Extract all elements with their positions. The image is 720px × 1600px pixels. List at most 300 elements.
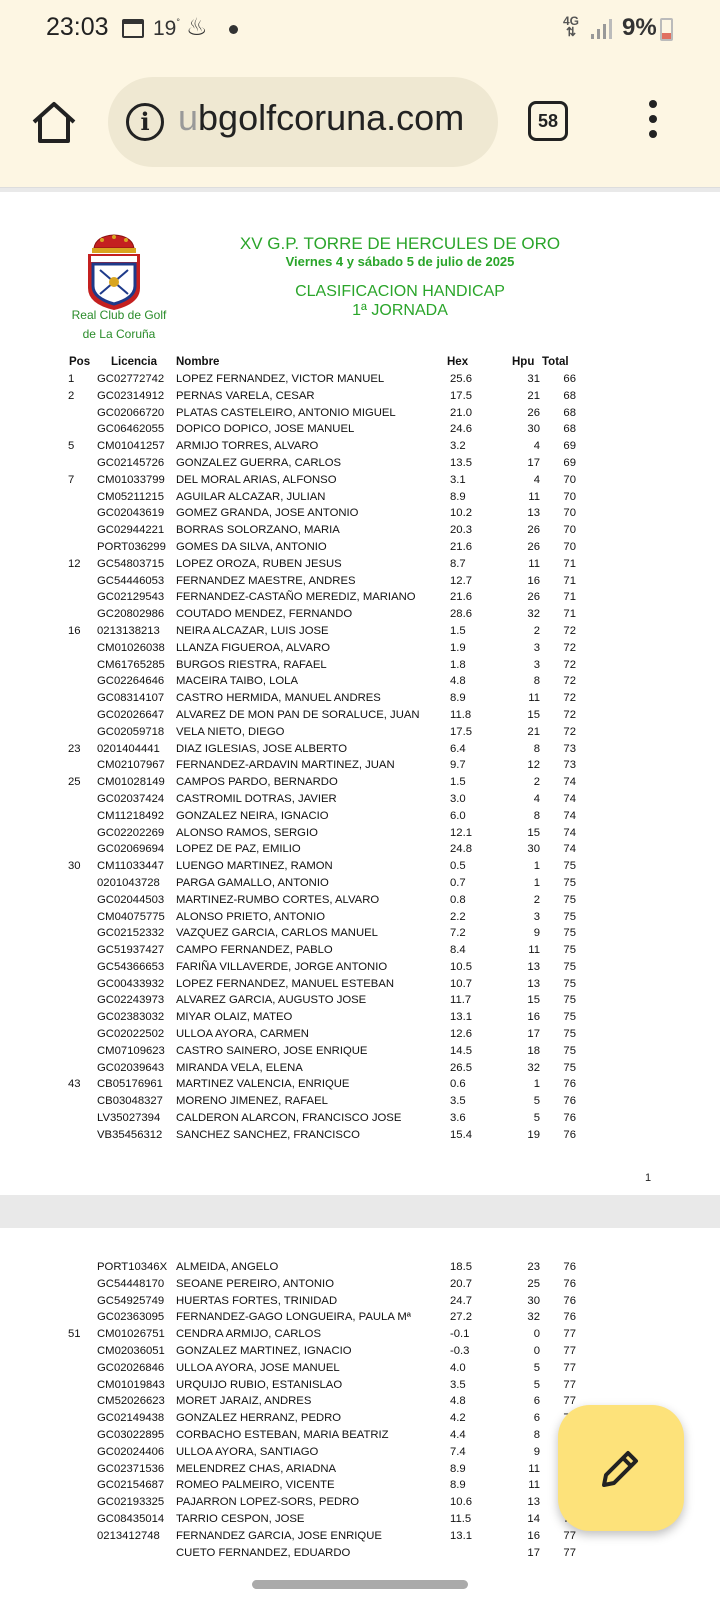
- hex-cell: 8.9: [450, 490, 466, 503]
- hex-cell: 18.5: [450, 1261, 472, 1273]
- hex-cell: 8.9: [450, 1479, 466, 1492]
- licencia-cell: CB05176961: [97, 1078, 163, 1091]
- hpu-cell: 26: [527, 406, 540, 419]
- hpu-cell: 13: [527, 1496, 540, 1509]
- table-row: [0, 1061, 720, 1078]
- nombre-cell: DIAZ IGLESIAS, JOSE ALBERTO: [176, 742, 347, 755]
- hpu-cell: 25: [527, 1277, 540, 1290]
- hex-cell: 4.4: [450, 1428, 466, 1441]
- licencia-cell: GC02152332: [97, 927, 165, 940]
- hex-cell: 2.2: [450, 910, 466, 923]
- browser-toolbar: [0, 60, 720, 188]
- hex-cell: 10.7: [450, 977, 472, 990]
- hex-cell: 7.4: [450, 1445, 466, 1458]
- classification-title: CLASIFICACION HANDICAP: [295, 283, 505, 300]
- home-gesture-handle[interactable]: [252, 1580, 468, 1589]
- licencia-cell: GC06462055: [97, 423, 165, 436]
- table-row: [0, 674, 720, 691]
- licencia-cell: CM01033799: [97, 473, 165, 486]
- total-cell: 68: [563, 423, 576, 436]
- round-title: 1ª JORNADA: [352, 302, 448, 319]
- table-row: [0, 406, 720, 423]
- table-row: [0, 1344, 720, 1361]
- hex-cell: 3.5: [450, 1095, 466, 1108]
- nombre-cell: CENDRA ARMIJO, CARLOS: [176, 1328, 322, 1341]
- notification-dot-icon: [229, 25, 238, 34]
- hpu-cell: 17: [527, 1028, 540, 1041]
- total-cell: 72: [563, 641, 576, 654]
- total-cell: 71: [563, 557, 576, 570]
- total-cell: 76: [563, 1095, 576, 1108]
- nombre-cell: SEOANE PEREIRO, ANTONIO: [176, 1277, 334, 1290]
- club-crest-logo: [82, 232, 146, 312]
- hex-cell: 21.6: [450, 591, 472, 604]
- table-row: [0, 1111, 720, 1128]
- total-cell: 77: [563, 1328, 576, 1341]
- licencia-cell: GC02022502: [97, 1028, 165, 1041]
- hpu-cell: 4: [533, 792, 540, 805]
- hpu-cell: 21: [527, 725, 540, 738]
- table-row: [0, 658, 720, 675]
- hpu-cell: 3: [533, 658, 540, 671]
- licencia-cell: GC20802986: [97, 608, 165, 621]
- hpu-cell: 6: [533, 1412, 540, 1425]
- table-row: [0, 1260, 720, 1277]
- battery-icon: [660, 18, 673, 41]
- nombre-cell: CASTROMIL DOTRAS, JAVIER: [176, 792, 337, 805]
- nombre-cell: MACEIRA TAIBO, LOLA: [176, 675, 299, 688]
- hex-cell: 4.0: [450, 1361, 466, 1374]
- nombre-cell: GONZALEZ NEIRA, IGNACIO: [176, 809, 329, 822]
- hpu-cell: 11: [528, 1462, 540, 1475]
- hpu-cell: 16: [527, 574, 540, 587]
- signal-icon: [590, 18, 612, 40]
- table-row: [0, 1327, 720, 1344]
- hpu-cell: 11: [528, 1479, 540, 1492]
- table-row: [0, 993, 720, 1010]
- table-row: [0, 926, 720, 943]
- total-cell: 74: [563, 843, 576, 856]
- licencia-cell: CM11033447: [97, 860, 164, 873]
- nombre-cell: GONZALEZ HERRANZ, PEDRO: [176, 1412, 342, 1425]
- hpu-cell: 23: [527, 1261, 540, 1273]
- nombre-cell: TARRIO CESPON, JOSE: [176, 1512, 305, 1525]
- total-cell: 72: [563, 692, 576, 705]
- hpu-cell: 1: [533, 1078, 540, 1091]
- nombre-cell: FERNANDEZ-ARDAVIN MARTINEZ, JUAN: [176, 759, 395, 772]
- hpu-cell: 3: [533, 910, 540, 923]
- nombre-cell: GONZALEZ GUERRA, CARLOS: [176, 456, 342, 469]
- total-cell: 71: [563, 591, 576, 604]
- nombre-cell: CALDERON ALARCON, FRANCISCO JOSE: [176, 1112, 402, 1125]
- total-cell: 70: [563, 473, 576, 486]
- edit-button[interactable]: [558, 1405, 684, 1531]
- hex-cell: -0.3: [450, 1344, 470, 1357]
- temperature: 19°: [153, 17, 180, 40]
- nombre-cell: CAMPO FERNANDEZ, PABLO: [176, 944, 333, 957]
- total-cell: 75: [563, 893, 576, 906]
- hex-cell: 6.4: [450, 742, 466, 755]
- hex-cell: 6.0: [450, 809, 466, 822]
- table-row: [0, 977, 720, 994]
- hex-cell: 0.7: [450, 876, 466, 889]
- licencia-cell: GC08435014: [97, 1512, 165, 1525]
- table-row: [0, 792, 720, 809]
- hpu-cell: 5: [533, 1361, 540, 1374]
- licencia-cell: CB03048327: [97, 1095, 163, 1108]
- nombre-cell: CASTRO SAINERO, JOSE ENRIQUE: [176, 1044, 368, 1057]
- licencia-cell: PORT10346X: [97, 1261, 168, 1273]
- hpu-cell: 5: [533, 1112, 540, 1125]
- nombre-cell: ARMIJO TORRES, ALVARO: [176, 440, 319, 453]
- total-cell: 73: [563, 742, 576, 755]
- hpu-cell: 30: [527, 423, 540, 436]
- table-row: [0, 842, 720, 859]
- licencia-cell: GC02024406: [97, 1445, 165, 1458]
- total-cell: 74: [563, 776, 576, 789]
- hpu-cell: 0: [533, 1328, 540, 1341]
- hpu-cell: 2: [533, 776, 540, 789]
- licencia-cell: GC51937427: [97, 944, 165, 957]
- nombre-cell: PAJARRON LOPEZ-SORS, PEDRO: [176, 1496, 360, 1509]
- nombre-cell: MARTINEZ VALENCIA, ENRIQUE: [176, 1078, 350, 1091]
- hpu-cell: 13: [527, 507, 540, 520]
- nombre-cell: FERNANDEZ-CASTAÑO MEREDIZ, MARIANO: [176, 591, 416, 604]
- hex-cell: 0.5: [450, 860, 466, 873]
- hex-cell: 0.8: [450, 893, 466, 906]
- table-row: [0, 1529, 720, 1546]
- licencia-cell: CM01041257: [97, 440, 165, 453]
- total-cell: 68: [563, 406, 576, 419]
- total-cell: 76: [563, 1078, 576, 1091]
- nombre-cell: URQUIJO RUBIO, ESTANISLAO: [176, 1378, 343, 1391]
- table-row: [0, 1044, 720, 1061]
- total-cell: 73: [563, 759, 576, 772]
- hex-cell: 12.1: [450, 826, 472, 839]
- hex-cell: 0.6: [450, 1078, 466, 1091]
- nombre-cell: FERNANDEZ-GAGO LONGUEIRA, PAULA Mª: [176, 1311, 411, 1324]
- hpu-cell: 12: [527, 759, 540, 772]
- hex-cell: 13.5: [450, 456, 472, 469]
- hpu-cell: 8: [533, 742, 540, 755]
- hpu-cell: 13: [527, 960, 540, 973]
- table-row: [0, 691, 720, 708]
- nombre-cell: MIRANDA VELA, ELENA: [176, 1061, 303, 1074]
- nombre-cell: DOPICO DOPICO, JOSE MANUEL: [176, 423, 355, 436]
- pos-cell: 43: [68, 1078, 81, 1091]
- hpu-cell: 6: [533, 1395, 540, 1408]
- hex-cell: 25.6: [450, 373, 472, 385]
- nombre-cell: GONZALEZ MARTINEZ, IGNACIO: [176, 1344, 352, 1357]
- licencia-cell: GC02059718: [97, 725, 165, 738]
- hpu-cell: 8: [533, 1428, 540, 1441]
- total-cell: 72: [563, 675, 576, 688]
- table-row: [0, 389, 720, 406]
- hpu-cell: 19: [527, 1128, 540, 1141]
- status-bar: [0, 0, 720, 60]
- table-row: [0, 1027, 720, 1044]
- hpu-cell: 11: [528, 490, 540, 503]
- hex-cell: 8.9: [450, 1462, 466, 1475]
- licencia-cell: 0201043728: [97, 876, 160, 889]
- licencia-cell: LV35027394: [97, 1112, 161, 1125]
- licencia-cell: PORT036299: [97, 540, 166, 553]
- nombre-cell: FARIÑA VILLAVERDE, JORGE ANTONIO: [176, 960, 388, 973]
- hex-cell: 13.1: [450, 1529, 472, 1542]
- header-hpu: Hpu: [512, 356, 535, 368]
- battery-level: 9%: [622, 14, 657, 41]
- header-licencia: Licencia: [111, 356, 158, 368]
- hex-cell: 17.5: [450, 725, 472, 738]
- table-row: [0, 758, 720, 775]
- nombre-cell: ALVAREZ DE MON PAN DE SORALUCE, JUAN: [176, 708, 420, 721]
- pos-cell: 30: [68, 860, 81, 873]
- gesture-nav-bar: [0, 1568, 720, 1600]
- hpu-cell: 3: [533, 641, 540, 654]
- hpu-cell: 26: [527, 524, 540, 537]
- more-vert-icon[interactable]: [645, 100, 661, 144]
- total-cell: 74: [563, 809, 576, 822]
- total-cell: 77: [563, 1344, 576, 1357]
- table-row: [0, 742, 720, 759]
- hpu-cell: 8: [533, 809, 540, 822]
- nombre-cell: FERNANDEZ MAESTRE, ANDRES: [176, 574, 356, 587]
- nombre-cell: ALMEIDA, ANGELO: [176, 1261, 279, 1273]
- nombre-cell: BORRAS SOLORZANO, MARIA: [176, 524, 340, 537]
- licencia-cell: GC02066720: [97, 406, 165, 419]
- hex-cell: 27.2: [450, 1311, 472, 1324]
- pos-cell: 12: [68, 557, 81, 570]
- pos-cell: 23: [68, 742, 81, 755]
- info-icon[interactable]: i: [126, 103, 164, 141]
- hex-cell: 26.5: [450, 1061, 472, 1074]
- nombre-cell: VELA NIETO, DIEGO: [176, 725, 285, 738]
- tab-switcher-button[interactable]: 58: [528, 101, 568, 141]
- licencia-cell: CM02107967: [97, 759, 165, 772]
- hex-cell: 1.5: [450, 776, 466, 789]
- nombre-cell: MARTINEZ-RUMBO CORTES, ALVARO: [176, 893, 380, 906]
- nombre-cell: LOPEZ OROZA, RUBEN JESUS: [176, 557, 342, 570]
- nombre-cell: BURGOS RIESTRA, RAFAEL: [176, 658, 327, 671]
- hpu-cell: 1: [533, 860, 540, 873]
- total-cell: 75: [563, 1028, 576, 1041]
- total-cell: 76: [563, 1128, 576, 1141]
- pos-cell: 5: [68, 440, 75, 453]
- table-row: [0, 960, 720, 977]
- total-cell: 76: [563, 1261, 576, 1273]
- table-row: [0, 893, 720, 910]
- nombre-cell: ULLOA AYORA, SANTIAGO: [176, 1445, 319, 1458]
- licencia-cell: GC02039643: [97, 1061, 165, 1074]
- home-icon[interactable]: [30, 100, 78, 144]
- table-row: [0, 490, 720, 507]
- licencia-cell: CM04075775: [97, 910, 165, 923]
- licencia-cell: GC02026846: [97, 1361, 165, 1374]
- nombre-cell: ULLOA AYORA, JOSE MANUEL: [176, 1361, 340, 1374]
- table-row: [0, 439, 720, 456]
- total-cell: 75: [563, 977, 576, 990]
- table-row: [0, 809, 720, 826]
- total-cell: 75: [563, 960, 576, 973]
- total-cell: 75: [563, 927, 576, 940]
- hex-cell: -0.1: [450, 1328, 470, 1341]
- licencia-cell: GC08314107: [97, 692, 165, 705]
- header-nombre: Nombre: [176, 356, 220, 368]
- pos-cell: 16: [68, 624, 81, 637]
- total-cell: 76: [563, 1294, 576, 1307]
- table-row: [0, 708, 720, 725]
- pencil-icon: [598, 1445, 644, 1491]
- licencia-cell: GC03022895: [97, 1428, 165, 1441]
- licencia-cell: CM52026623: [97, 1395, 165, 1408]
- total-cell: 70: [563, 490, 576, 503]
- total-cell: 75: [563, 910, 576, 923]
- table-row: [0, 1094, 720, 1111]
- hex-cell: 3.1: [450, 473, 466, 486]
- url-text[interactable]: ubgolfcoruna.com: [178, 97, 465, 138]
- licencia-cell: GC54448170: [97, 1277, 165, 1290]
- hpu-cell: 5: [533, 1095, 540, 1108]
- hpu-cell: 13: [527, 977, 540, 990]
- hex-cell: 8.7: [450, 557, 466, 570]
- licencia-cell: GC02363095: [97, 1311, 165, 1324]
- total-cell: 76: [563, 1112, 576, 1125]
- hpu-cell: 4: [533, 473, 540, 486]
- hex-cell: 21.0: [450, 406, 472, 419]
- licencia-cell: CM01019843: [97, 1378, 165, 1391]
- tournament-title: XV G.P. TORRE DE HERCULES DE ORO: [239, 234, 561, 253]
- hex-cell: 10.5: [450, 960, 472, 973]
- header-pos: Pos: [69, 356, 91, 368]
- hpu-cell: 17: [527, 456, 540, 469]
- hex-cell: 3.6: [450, 1112, 466, 1125]
- nombre-cell: FERNANDEZ GARCIA, JOSE ENRIQUE: [176, 1529, 382, 1542]
- table-row: [0, 540, 720, 557]
- table-row: [0, 473, 720, 490]
- total-cell: 71: [563, 574, 576, 587]
- hex-cell: 4.8: [450, 1395, 466, 1408]
- hpu-cell: 26: [527, 540, 540, 553]
- table-row: [0, 456, 720, 473]
- licencia-cell: VB35456312: [97, 1128, 163, 1141]
- hpu-cell: 4: [533, 440, 540, 453]
- hpu-cell: 26: [527, 591, 540, 604]
- table-row: [0, 574, 720, 591]
- licencia-cell: GC02154687: [97, 1479, 165, 1492]
- licencia-cell: GC02371536: [97, 1462, 165, 1475]
- calendar-icon: [122, 19, 144, 38]
- hpu-cell: 9: [533, 1445, 540, 1458]
- table-row: [0, 506, 720, 523]
- total-cell: 70: [563, 540, 576, 553]
- nombre-cell: ALONSO PRIETO, ANTONIO: [176, 910, 325, 923]
- table-row: [0, 859, 720, 876]
- licencia-cell: CM61765285: [97, 658, 165, 671]
- club-name: Real Club de Golf de La Coruña: [71, 308, 167, 341]
- hex-cell: 11.5: [450, 1512, 472, 1525]
- flame-icon: ♨: [186, 14, 208, 41]
- licencia-cell: CM02036051: [97, 1344, 165, 1357]
- hex-cell: 21.6: [450, 540, 472, 553]
- table-row: [0, 607, 720, 624]
- licencia-cell: GC02772742: [97, 373, 165, 385]
- hex-cell: 13.1: [450, 1011, 472, 1024]
- nombre-cell: LOPEZ FERNANDEZ, MANUEL ESTEBAN: [176, 977, 395, 990]
- pdf-viewer[interactable]: [0, 189, 720, 1599]
- nombre-cell: LLANZA FIGUEROA, ALVARO: [176, 641, 331, 654]
- nombre-cell: CASTRO HERMIDA, MANUEL ANDRES: [176, 692, 381, 705]
- hex-cell: 9.7: [450, 759, 466, 772]
- licencia-cell: 0213138213: [97, 624, 160, 637]
- nombre-cell: AGUILAR ALCAZAR, JULIAN: [176, 490, 326, 503]
- total-cell: 70: [563, 524, 576, 537]
- total-cell: 74: [563, 826, 576, 839]
- licencia-cell: GC02043619: [97, 507, 165, 520]
- licencia-cell: GC02944221: [97, 524, 165, 537]
- nombre-cell: HUERTAS FORTES, TRINIDAD: [176, 1294, 338, 1307]
- hpu-cell: 2: [533, 893, 540, 906]
- hex-cell: 20.3: [450, 524, 472, 537]
- total-cell: 74: [563, 792, 576, 805]
- total-cell: 75: [563, 860, 576, 873]
- licencia-cell: GC02037424: [97, 792, 165, 805]
- nombre-cell: CUETO FERNANDEZ, EDUARDO: [176, 1546, 351, 1559]
- nombre-cell: LUENGO MARTINEZ, RAMON: [176, 860, 333, 873]
- licencia-cell: CM01028149: [97, 776, 165, 789]
- total-cell: 75: [563, 1044, 576, 1057]
- results-table-page-1: [0, 372, 720, 1145]
- licencia-cell: 0201404441: [97, 742, 160, 755]
- table-row: [0, 943, 720, 960]
- hex-cell: 10.2: [450, 507, 472, 520]
- nombre-cell: DEL MORAL ARIAS, ALFONSO: [176, 473, 337, 486]
- total-cell: 69: [563, 440, 576, 453]
- licencia-cell: GC02383032: [97, 1011, 165, 1024]
- nombre-cell: PARGA GAMALLO, ANTONIO: [176, 876, 329, 889]
- total-cell: 77: [563, 1395, 576, 1408]
- hex-cell: 8.4: [450, 944, 466, 957]
- hpu-cell: 31: [527, 373, 540, 385]
- address-bar[interactable]: [108, 77, 498, 167]
- hpu-cell: 18: [527, 1044, 540, 1057]
- licencia-cell: CM01026751: [97, 1328, 165, 1341]
- nombre-cell: CAMPOS PARDO, BERNARDO: [176, 776, 338, 789]
- hpu-cell: 16: [527, 1011, 540, 1024]
- nombre-cell: ULLOA AYORA, CARMEN: [176, 1028, 309, 1041]
- table-row: [0, 1277, 720, 1294]
- header-hex: Hex: [447, 356, 469, 368]
- total-cell: 77: [563, 1529, 576, 1542]
- total-cell: 69: [563, 456, 576, 469]
- hex-cell: 11.8: [450, 708, 472, 721]
- hex-cell: 4.8: [450, 675, 466, 688]
- total-cell: 70: [563, 507, 576, 520]
- hpu-cell: 17: [527, 1546, 540, 1559]
- table-row: [0, 590, 720, 607]
- nombre-cell: MIYAR OLAIZ, MATEO: [176, 1011, 293, 1024]
- pos-cell: 7: [68, 473, 75, 486]
- total-cell: 76: [563, 1311, 576, 1324]
- total-cell: 77: [563, 1546, 576, 1559]
- total-cell: 71: [563, 608, 576, 621]
- nombre-cell: ROMEO PALMEIRO, VICENTE: [176, 1479, 335, 1492]
- hpu-cell: 32: [527, 1061, 540, 1074]
- hpu-cell: 0: [533, 1344, 540, 1357]
- table-row: [0, 1546, 720, 1563]
- nombre-cell: MORET JARAIZ, ANDRES: [176, 1395, 312, 1408]
- table-row: [0, 624, 720, 641]
- nombre-cell: PERNAS VARELA, CESAR: [176, 389, 315, 402]
